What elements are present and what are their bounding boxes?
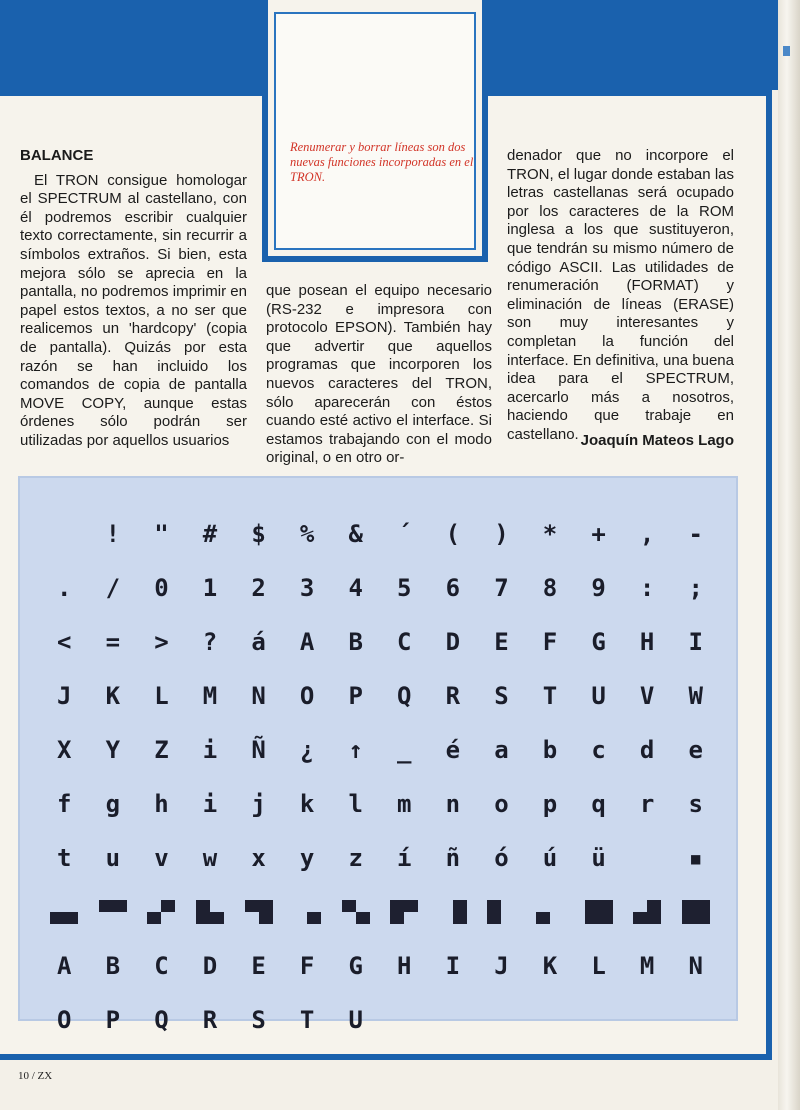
blue-band-right	[488, 0, 778, 90]
char-cell: 8	[542, 574, 558, 602]
char-cell: _	[397, 736, 412, 764]
block-graphic	[487, 900, 515, 924]
char-cell	[623, 838, 672, 878]
char-cell: &	[348, 520, 363, 548]
block-quadrant	[307, 912, 321, 924]
callout-inner	[274, 12, 476, 250]
block-quadrant	[50, 912, 64, 924]
char-cell: v	[154, 844, 169, 872]
char-cell: w	[202, 844, 218, 872]
char-cell: q	[591, 790, 606, 818]
block-quadrant	[682, 900, 696, 912]
char-cell: X	[57, 736, 72, 764]
char-cell: =	[105, 628, 121, 656]
block-quadrant	[633, 912, 647, 924]
block-graphic-cell	[429, 892, 478, 932]
page-edge	[778, 0, 800, 1110]
block-graphic	[439, 900, 467, 924]
char-cell: R	[202, 1006, 218, 1034]
char-cell: ;	[688, 574, 703, 602]
block-graphic	[50, 900, 78, 924]
char-cell: E	[494, 628, 509, 656]
char-cell: E	[251, 952, 266, 980]
char-cell: Z	[154, 736, 169, 764]
char-cell: O	[57, 1006, 72, 1034]
char-cell: ú	[542, 844, 558, 872]
char-cell: j	[251, 790, 266, 818]
char-cell: -	[688, 520, 703, 548]
block-quadrant	[342, 900, 356, 912]
char-cell: C	[154, 952, 169, 980]
char-cell: b	[542, 736, 558, 764]
char-cell: x	[251, 844, 266, 872]
char-cell: K	[542, 952, 558, 980]
char-cell: B	[348, 628, 363, 656]
char-cell: p	[542, 790, 558, 818]
char-cell: Y	[105, 736, 121, 764]
column-3-text: denador que no incorpore el TRON, el lugar donde estaban las letras castellanas será ocupado por los caracteres de la ROM inglesa a los que sustituyeron, que tendrán su mismo número de código ASCII. Las utilidades de renumeración (FORMAT) y eliminación de líneas (ERASE) son muy interesantes y completan la función del interface. En definitiva, una buena idea para el SPECTRUM, acercarlo más a nosotros, haciendo que trabaje en castellano.	[507, 147, 734, 443]
block-graphic	[196, 900, 224, 924]
char-cell: Q	[397, 682, 412, 710]
char-cell: I	[445, 952, 461, 980]
char-cell: *	[542, 520, 558, 548]
char-cell: 5	[397, 574, 412, 602]
char-cell: M	[202, 682, 218, 710]
char-cell: i	[202, 736, 218, 764]
block-quadrant	[696, 912, 710, 924]
char-cell: i	[202, 790, 218, 818]
block-quadrant	[50, 900, 64, 912]
page-footer: 10 / ZX	[18, 1070, 53, 1082]
blue-band-left	[0, 0, 262, 90]
block-graphic	[682, 900, 710, 924]
char-cell: l	[348, 790, 363, 818]
block-quadrant	[147, 900, 161, 912]
block-graphic	[293, 900, 321, 924]
block-graphic-cell	[40, 892, 89, 932]
author-name: Joaquín Mateos Lago	[580, 432, 734, 449]
block-quadrant	[550, 900, 564, 912]
char-cell: T	[542, 682, 558, 710]
block-quadrant	[390, 912, 404, 924]
char-cell: M	[639, 952, 655, 980]
block-quadrant	[64, 900, 78, 912]
block-quadrant	[210, 912, 224, 924]
block-quadrant	[293, 900, 307, 912]
char-cell: <	[57, 628, 72, 656]
block-quadrant	[439, 912, 453, 924]
char-cell: U	[591, 682, 606, 710]
block-graphic	[633, 900, 661, 924]
block-graphic	[585, 900, 613, 924]
char-cell: ü	[591, 844, 606, 872]
char-cell: J	[494, 952, 509, 980]
block-quadrant	[453, 912, 467, 924]
char-cell: C	[397, 628, 412, 656]
block-graphic	[245, 900, 273, 924]
block-quadrant	[113, 912, 127, 924]
char-cell: 2	[251, 574, 266, 602]
char-cell: 4	[348, 574, 363, 602]
block-quadrant	[99, 900, 113, 912]
block-quadrant	[585, 912, 599, 924]
char-cell: B	[105, 952, 121, 980]
char-cell: é	[445, 736, 461, 764]
block-quadrant	[196, 900, 210, 912]
char-cell: %	[299, 520, 315, 548]
block-graphic-cell	[380, 892, 429, 932]
char-cell: k	[299, 790, 315, 818]
char-cell: S	[494, 682, 509, 710]
char-cell: #	[202, 520, 218, 548]
char-cell: U	[348, 1006, 363, 1034]
callout-box	[262, 0, 488, 262]
block-graphic-cell	[283, 892, 332, 932]
char-cell: í	[397, 844, 412, 872]
section-heading: BALANCE	[20, 147, 94, 164]
block-quadrant	[404, 912, 418, 924]
char-cell: c	[591, 736, 606, 764]
char-cell: m	[397, 790, 412, 818]
char-cell: $	[251, 520, 266, 548]
block-quadrant	[161, 900, 175, 912]
char-cell: "	[154, 520, 169, 548]
block-quadrant	[647, 900, 661, 912]
block-quadrant	[245, 912, 259, 924]
block-quadrant	[196, 912, 210, 924]
block-quadrant	[147, 912, 161, 924]
block-quadrant	[487, 912, 501, 924]
char-cell: W	[688, 682, 703, 710]
block-quadrant	[599, 900, 613, 912]
block-quadrant	[439, 900, 453, 912]
block-quadrant	[404, 900, 418, 912]
article-column-2	[266, 282, 492, 468]
block-graphic-cell	[477, 892, 526, 932]
char-cell: u	[105, 844, 121, 872]
char-cell: F	[542, 628, 558, 656]
char-cell: D	[445, 628, 461, 656]
char-cell: D	[202, 952, 218, 980]
char-cell: ñ	[445, 844, 461, 872]
char-cell: H	[639, 628, 655, 656]
block-quadrant	[390, 900, 404, 912]
block-quadrant	[536, 900, 550, 912]
char-cell: r	[639, 790, 655, 818]
block-quadrant	[99, 912, 113, 924]
block-quadrant	[647, 912, 661, 924]
block-graphic-cell	[234, 892, 283, 932]
char-cell: V	[639, 682, 655, 710]
char-cell: 6	[445, 574, 461, 602]
char-cell: H	[397, 952, 412, 980]
block-graphic-cell	[671, 892, 720, 932]
column-2-text: que posean el equipo necesario (RS-232 e impresora con protocolo EPSON). También hay que advertir que aquellos programas que incorporen los nuevos caracteres del TRON, sólo aparecerán con éstos cuando esté activo el interface. Si estamos trabajando con el modo original, o en otro or-	[266, 282, 492, 467]
char-cell: P	[105, 1006, 121, 1034]
char-cell: !	[105, 520, 121, 548]
char-cell: 3	[299, 574, 315, 602]
block-quadrant	[259, 900, 273, 912]
block-quadrant	[64, 912, 78, 924]
block-graphic	[536, 900, 564, 924]
article-column-3	[507, 147, 734, 445]
char-cell: Q	[154, 1006, 169, 1034]
character-set-screen	[18, 476, 738, 1034]
char-cell: I	[688, 628, 703, 656]
char-cell: O	[299, 682, 315, 710]
char-cell: ,	[639, 520, 655, 548]
block-quadrant	[501, 912, 515, 924]
callout-text: Renumerar y borrar líneas son dos nuevas funciones incorporadas en el TRON.	[290, 140, 474, 184]
block-quadrant	[682, 912, 696, 924]
char-cell: ▪	[688, 844, 703, 872]
char-cell: )	[494, 520, 509, 548]
block-quadrant	[245, 900, 259, 912]
block-graphic	[147, 900, 175, 924]
block-quadrant	[259, 912, 273, 924]
char-cell: A	[57, 952, 72, 980]
block-quadrant	[550, 912, 564, 924]
char-cell: f	[57, 790, 72, 818]
block-graphic	[99, 900, 127, 924]
char-cell: .	[57, 574, 72, 602]
block-graphic	[342, 900, 370, 924]
char-cell: t	[57, 844, 72, 872]
character-grid	[40, 514, 720, 1040]
block-graphic-cell	[526, 892, 575, 932]
char-cell: 1	[202, 574, 218, 602]
column-1-text: El TRON consigue homologar el SPECTRUM al castellano, con él podremos escribir cualquier texto correctamente, sin recurrir a símbolos extraños. Si bien, esta mejora sólo se aprecia en la pantalla, no podremos imprimir en papel estos textos, a no ser que realicemos un 'hardcopy' (copia de pantalla). Quizás por esta razón se han incluido los comandos de copia de pantalla MOVE COPY, aunque estas órdenes sólo podrán ser utilizadas por aquellos usuarios	[20, 171, 247, 449]
block-quadrant	[210, 900, 224, 912]
char-cell: d	[639, 736, 655, 764]
char-cell: 0	[154, 574, 169, 602]
char-cell	[40, 514, 89, 554]
block-quadrant	[536, 912, 550, 924]
block-graphic-cell	[623, 892, 672, 932]
block-graphic-cell	[89, 892, 138, 932]
char-cell: a	[494, 736, 509, 764]
char-cell: R	[445, 682, 461, 710]
char-cell: K	[105, 682, 121, 710]
block-quadrant	[633, 900, 647, 912]
block-quadrant	[113, 900, 127, 912]
char-cell: F	[299, 952, 315, 980]
char-cell: +	[591, 520, 606, 548]
block-graphic-cell	[137, 892, 186, 932]
char-cell: T	[299, 1006, 315, 1034]
char-cell: G	[591, 628, 606, 656]
block-quadrant	[599, 912, 613, 924]
char-cell: Ñ	[251, 736, 266, 764]
char-cell: P	[348, 682, 363, 710]
block-graphic-cell	[574, 892, 623, 932]
char-cell: G	[348, 952, 363, 980]
char-cell: (	[445, 520, 461, 548]
char-cell: >	[154, 628, 169, 656]
char-cell: N	[688, 952, 703, 980]
char-cell: S	[251, 1006, 266, 1034]
char-cell: h	[154, 790, 169, 818]
char-cell: ?	[202, 628, 218, 656]
block-graphic-cell	[186, 892, 235, 932]
block-quadrant	[696, 900, 710, 912]
block-quadrant	[585, 900, 599, 912]
char-cell: J	[57, 682, 72, 710]
article-column-1	[20, 147, 247, 451]
block-quadrant	[356, 912, 370, 924]
char-cell: L	[591, 952, 606, 980]
char-cell: 7	[494, 574, 509, 602]
char-cell: o	[494, 790, 509, 818]
char-cell: ¿	[299, 736, 315, 764]
block-quadrant	[356, 900, 370, 912]
char-cell: g	[105, 790, 121, 818]
char-cell: L	[154, 682, 169, 710]
block-quadrant	[293, 912, 307, 924]
char-cell: ´	[397, 520, 412, 548]
char-cell: N	[251, 682, 266, 710]
char-cell: /	[105, 574, 121, 602]
block-quadrant	[161, 912, 175, 924]
char-cell: 9	[591, 574, 606, 602]
char-cell: á	[251, 628, 266, 656]
block-quadrant	[487, 900, 501, 912]
block-quadrant	[501, 900, 515, 912]
char-cell: y	[299, 844, 315, 872]
block-graphic-cell	[331, 892, 380, 932]
block-quadrant	[342, 912, 356, 924]
block-quadrant	[307, 900, 321, 912]
block-graphic	[390, 900, 418, 924]
page-mark	[783, 46, 790, 56]
char-cell: ↑	[348, 736, 363, 764]
char-cell: s	[688, 790, 703, 818]
char-cell: z	[348, 844, 363, 872]
block-quadrant	[453, 900, 467, 912]
char-cell: e	[688, 736, 703, 764]
char-cell: ó	[494, 844, 509, 872]
char-cell: A	[299, 628, 315, 656]
char-cell: :	[639, 574, 655, 602]
char-cell: n	[445, 790, 461, 818]
